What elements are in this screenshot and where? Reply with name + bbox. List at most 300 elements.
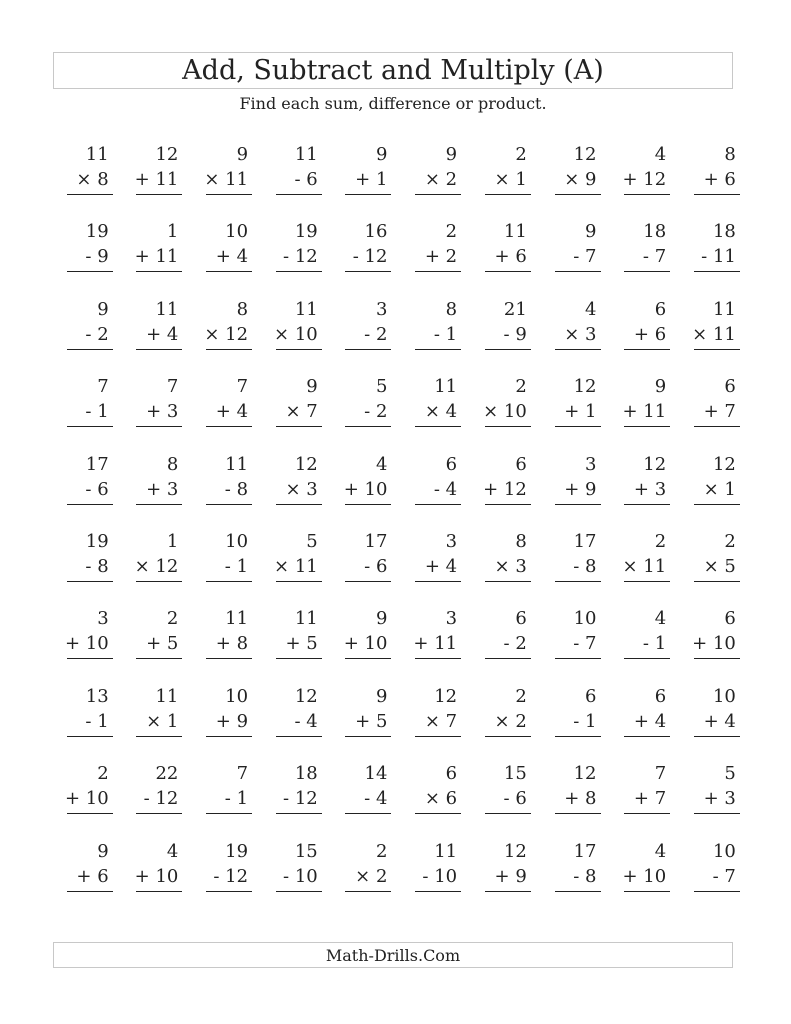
problem: [49, 221, 119, 298]
operator-operand: + 5: [355, 710, 388, 732]
operand-top: 7: [236, 376, 249, 398]
operand-top: 7: [654, 763, 667, 785]
problem: [258, 144, 328, 221]
operator-operand: + 11: [413, 633, 458, 655]
problem: [467, 763, 537, 840]
answer-line: [136, 891, 182, 892]
problem: [537, 763, 607, 840]
operand-top: 12: [294, 685, 318, 707]
answer-line: [555, 736, 601, 737]
operand-top: 6: [515, 608, 527, 630]
operator-operand: + 7: [703, 401, 736, 423]
operand-top: 9: [375, 608, 388, 630]
answer-line: [485, 349, 531, 350]
answer-line: [694, 426, 740, 427]
operand-top: 9: [97, 840, 109, 862]
operator-operand: - 10: [283, 865, 318, 887]
answer-line: [694, 581, 740, 582]
answer-line: [136, 736, 182, 737]
problem: [188, 454, 258, 531]
operand-top: 17: [364, 530, 388, 552]
problem: [397, 376, 467, 453]
operand-top: 10: [225, 221, 249, 243]
answer-line: [555, 581, 601, 582]
operator-operand: + 9: [564, 478, 597, 500]
operator-operand: × 8: [76, 169, 109, 190]
operand-top: 5: [375, 376, 388, 398]
answer-line: [694, 194, 740, 195]
operator-operand: × 7: [285, 401, 318, 423]
operator-operand: + 11: [622, 401, 667, 423]
operand-top: 18: [712, 221, 736, 243]
answer-line: [694, 271, 740, 272]
problem: [607, 531, 677, 608]
operand-top: 6: [654, 685, 667, 707]
operand-top: 7: [166, 376, 179, 398]
problem: [676, 841, 746, 918]
operand-top: 11: [503, 221, 527, 243]
answer-line: [206, 426, 252, 427]
answer-line: [415, 813, 461, 814]
footer-box: [53, 942, 733, 968]
operator-operand: + 4: [633, 710, 667, 732]
operand-top: 2: [654, 530, 667, 552]
operand-top: 10: [225, 685, 249, 707]
answer-line: [67, 349, 113, 350]
problem: [119, 763, 189, 840]
answer-line: [206, 581, 252, 582]
problem: [328, 608, 398, 685]
problem: [607, 144, 677, 221]
answer-line: [276, 813, 322, 814]
operator-operand: - 7: [642, 246, 667, 268]
problem: [397, 454, 467, 531]
operand-top: 15: [294, 840, 318, 862]
operand-top: 1: [166, 221, 179, 243]
answer-line: [624, 658, 670, 659]
problem-grid: [49, 144, 746, 918]
problem: [607, 763, 677, 840]
operand-top: 11: [294, 298, 318, 320]
answer-line: [67, 271, 113, 272]
operator-operand: + 4: [146, 323, 179, 345]
problem: [607, 686, 677, 763]
operator-operand: × 7: [424, 710, 458, 732]
operand-top: 11: [225, 608, 249, 630]
operator-operand: + 9: [215, 710, 249, 732]
problem: [188, 299, 258, 376]
problem: [467, 221, 537, 298]
operand-top: 21: [503, 298, 527, 320]
operator-operand: + 3: [146, 478, 179, 500]
answer-line: [485, 504, 531, 505]
operand-top: 6: [724, 608, 736, 630]
problem: [188, 376, 258, 453]
answer-line: [136, 349, 182, 350]
answer-line: [345, 736, 391, 737]
problem: [397, 144, 467, 221]
answer-line: [345, 891, 391, 892]
problem: [467, 841, 537, 918]
answer-line: [67, 426, 113, 427]
answer-line: [555, 271, 601, 272]
answer-line: [694, 349, 740, 350]
answer-line: [276, 504, 322, 505]
operator-operand: - 4: [294, 710, 318, 732]
problem: [119, 299, 189, 376]
operator-operand: × 2: [424, 169, 458, 190]
operand-top: 4: [654, 608, 667, 630]
operand-top: 10: [712, 840, 736, 862]
answer-line: [136, 194, 182, 195]
problem: [328, 763, 398, 840]
problem: [119, 376, 189, 453]
answer-line: [206, 349, 252, 350]
operand-top: 11: [434, 376, 458, 398]
operand-top: 2: [375, 840, 388, 862]
problem: [467, 144, 537, 221]
operator-operand: + 8: [564, 788, 597, 810]
operator-operand: - 1: [224, 788, 249, 810]
problem: [188, 221, 258, 298]
operand-top: 10: [225, 530, 249, 552]
operator-operand: + 6: [76, 865, 109, 887]
operand-top: 12: [434, 685, 458, 707]
problem: [49, 299, 119, 376]
answer-line: [67, 813, 113, 814]
operand-top: 2: [166, 608, 179, 630]
operand-top: 3: [585, 453, 597, 475]
operator-operand: - 12: [213, 865, 249, 887]
operator-operand: + 11: [134, 246, 179, 268]
problem: [49, 144, 119, 221]
answer-line: [136, 581, 182, 582]
operand-top: 1: [166, 530, 179, 552]
operator-operand: + 10: [343, 633, 388, 655]
operand-top: 17: [85, 453, 109, 475]
operand-top: 19: [225, 840, 249, 862]
problem: [258, 376, 328, 453]
page-title: Add, Subtract and Multiply (A): [182, 55, 604, 86]
problem: [328, 299, 398, 376]
operand-top: 9: [375, 685, 388, 707]
problem: [49, 376, 119, 453]
problem: [397, 686, 467, 763]
problem: [328, 686, 398, 763]
operand-top: 7: [97, 376, 109, 398]
problem: [258, 841, 328, 918]
problem: [676, 299, 746, 376]
answer-line: [67, 891, 113, 892]
operator-operand: - 1: [573, 710, 597, 732]
problem: [607, 608, 677, 685]
answer-line: [415, 504, 461, 505]
operator-operand: × 2: [494, 710, 527, 732]
operand-top: 18: [294, 763, 318, 785]
operand-top: 8: [236, 298, 249, 320]
problem: [328, 454, 398, 531]
operand-top: 5: [724, 763, 736, 785]
answer-line: [485, 271, 531, 272]
operator-operand: - 8: [573, 865, 597, 887]
operand-top: 14: [364, 763, 388, 785]
answer-line: [276, 349, 322, 350]
problem: [467, 531, 537, 608]
problem: [607, 841, 677, 918]
operator-operand: × 11: [274, 555, 318, 577]
operand-top: 19: [294, 221, 318, 243]
problem: [676, 144, 746, 221]
answer-line: [276, 426, 322, 427]
operand-top: 12: [643, 453, 667, 475]
problem: [537, 531, 607, 608]
operator-operand: - 1: [224, 555, 249, 577]
operator-operand: × 9: [564, 169, 597, 190]
answer-line: [415, 271, 461, 272]
operator-operand: - 1: [433, 323, 458, 345]
operator-operand: - 8: [224, 478, 249, 500]
operand-top: 9: [445, 144, 458, 165]
problem: [676, 531, 746, 608]
operator-operand: + 5: [285, 633, 318, 655]
problem: [328, 221, 398, 298]
answer-line: [206, 194, 252, 195]
operand-top: 8: [515, 530, 527, 552]
answer-line: [694, 891, 740, 892]
answer-line: [206, 658, 252, 659]
operator-operand: + 5: [146, 633, 179, 655]
operator-operand: × 3: [564, 323, 597, 345]
operator-operand: - 2: [364, 401, 388, 423]
operand-top: 12: [573, 376, 597, 398]
answer-line: [694, 813, 740, 814]
answer-line: [555, 194, 601, 195]
answer-line: [67, 581, 113, 582]
operand-top: 11: [434, 840, 458, 862]
operator-operand: + 10: [692, 633, 736, 655]
operator-operand: - 12: [283, 246, 318, 268]
answer-line: [485, 581, 531, 582]
answer-line: [415, 891, 461, 892]
answer-line: [345, 813, 391, 814]
operator-operand: + 12: [483, 478, 527, 500]
answer-line: [624, 426, 670, 427]
operand-top: 9: [375, 144, 388, 165]
problem: [119, 686, 189, 763]
answer-line: [694, 658, 740, 659]
problem: [397, 763, 467, 840]
operator-operand: × 3: [494, 555, 527, 577]
problem: [467, 299, 537, 376]
operand-top: 8: [166, 453, 179, 475]
operator-operand: + 4: [215, 401, 249, 423]
operator-operand: - 12: [352, 246, 388, 268]
operator-operand: + 1: [564, 401, 597, 423]
problem: [467, 376, 537, 453]
operand-top: 4: [585, 298, 597, 320]
problem: [397, 299, 467, 376]
footer-source: Math-Drills.Com: [325, 945, 461, 965]
operator-operand: + 12: [622, 169, 667, 190]
operand-top: 4: [375, 453, 388, 475]
operand-top: 9: [236, 144, 249, 165]
operator-operand: + 6: [703, 169, 736, 190]
answer-line: [485, 658, 531, 659]
operand-top: 3: [445, 608, 458, 630]
problem: [397, 221, 467, 298]
answer-line: [136, 504, 182, 505]
operand-top: 2: [724, 530, 736, 552]
operator-operand: + 9: [494, 865, 527, 887]
operator-operand: × 12: [204, 323, 249, 345]
answer-line: [415, 426, 461, 427]
problem: [119, 144, 189, 221]
answer-line: [415, 349, 461, 350]
operand-top: 2: [97, 763, 109, 785]
answer-line: [136, 658, 182, 659]
problem: [188, 763, 258, 840]
operator-operand: - 12: [283, 788, 318, 810]
operand-top: 12: [573, 144, 597, 165]
operator-operand: + 7: [633, 788, 667, 810]
operator-operand: - 1: [85, 401, 109, 423]
problem: [676, 221, 746, 298]
answer-line: [624, 813, 670, 814]
answer-line: [345, 581, 391, 582]
answer-line: [206, 504, 252, 505]
operator-operand: × 10: [483, 401, 527, 423]
operand-top: 9: [97, 298, 109, 320]
operand-top: 16: [364, 221, 388, 243]
operator-operand: - 6: [85, 478, 109, 500]
operand-top: 11: [294, 608, 318, 630]
problem: [397, 608, 467, 685]
operand-top: 11: [85, 144, 109, 165]
operator-operand: - 4: [433, 478, 458, 500]
operator-operand: × 6: [424, 788, 458, 810]
answer-line: [136, 271, 182, 272]
answer-line: [276, 581, 322, 582]
problem: [258, 221, 328, 298]
problem: [607, 376, 677, 453]
problem: [397, 841, 467, 918]
operand-top: 6: [445, 763, 458, 785]
answer-line: [555, 658, 601, 659]
answer-line: [555, 813, 601, 814]
operator-operand: - 6: [294, 169, 318, 190]
problem: [119, 221, 189, 298]
instructions: Find each sum, difference or product.: [239, 94, 547, 113]
answer-line: [694, 504, 740, 505]
operator-operand: - 7: [573, 633, 597, 655]
answer-line: [206, 891, 252, 892]
problem: [188, 608, 258, 685]
operator-operand: - 6: [503, 788, 527, 810]
problem: [397, 531, 467, 608]
operand-top: 17: [573, 840, 597, 862]
operand-top: 6: [515, 453, 527, 475]
problem: [258, 454, 328, 531]
operator-operand: - 2: [503, 633, 527, 655]
operator-operand: - 6: [364, 555, 388, 577]
operator-operand: + 6: [494, 246, 527, 268]
operand-top: 6: [724, 376, 736, 398]
problem: [119, 531, 189, 608]
problem: [537, 299, 607, 376]
problem: [49, 841, 119, 918]
operator-operand: × 1: [494, 169, 527, 190]
operand-top: 12: [573, 763, 597, 785]
operand-top: 3: [97, 608, 109, 630]
operand-top: 7: [236, 763, 249, 785]
problem: [188, 531, 258, 608]
operand-top: 12: [155, 144, 179, 165]
title-box: [53, 52, 733, 89]
operator-operand: - 2: [85, 323, 109, 345]
problem: [537, 144, 607, 221]
problem: [328, 376, 398, 453]
answer-line: [555, 349, 601, 350]
operand-top: 2: [445, 221, 458, 243]
answer-line: [206, 813, 252, 814]
operator-operand: × 1: [703, 478, 736, 500]
answer-line: [67, 504, 113, 505]
answer-line: [345, 658, 391, 659]
problem: [467, 454, 537, 531]
operator-operand: + 4: [424, 555, 458, 577]
answer-line: [624, 736, 670, 737]
operator-operand: + 3: [633, 478, 667, 500]
operand-top: 5: [306, 530, 318, 552]
operator-operand: - 1: [85, 710, 109, 732]
problem: [537, 376, 607, 453]
operator-operand: × 5: [703, 555, 736, 577]
operator-operand: + 11: [134, 169, 179, 190]
operand-top: 4: [654, 840, 667, 862]
operator-operand: + 1: [355, 169, 388, 190]
answer-line: [345, 504, 391, 505]
operand-top: 10: [712, 685, 736, 707]
problem: [537, 841, 607, 918]
answer-line: [136, 813, 182, 814]
problem: [119, 608, 189, 685]
answer-line: [624, 581, 670, 582]
answer-line: [555, 426, 601, 427]
problem: [676, 608, 746, 685]
operator-operand: - 9: [85, 246, 109, 268]
operator-operand: + 4: [215, 246, 249, 268]
problem: [537, 454, 607, 531]
answer-line: [624, 349, 670, 350]
operand-top: 12: [712, 453, 736, 475]
operator-operand: × 11: [692, 323, 736, 345]
operator-operand: × 12: [134, 555, 179, 577]
operand-top: 6: [654, 298, 667, 320]
problem: [119, 454, 189, 531]
answer-line: [415, 658, 461, 659]
operator-operand: + 10: [64, 788, 109, 810]
operand-top: 3: [375, 298, 388, 320]
operand-top: 11: [155, 685, 179, 707]
answer-line: [276, 891, 322, 892]
problem: [188, 686, 258, 763]
problem: [676, 454, 746, 531]
problem: [258, 299, 328, 376]
operator-operand: × 11: [204, 169, 249, 190]
answer-line: [276, 736, 322, 737]
answer-line: [206, 736, 252, 737]
operand-top: 18: [643, 221, 667, 243]
